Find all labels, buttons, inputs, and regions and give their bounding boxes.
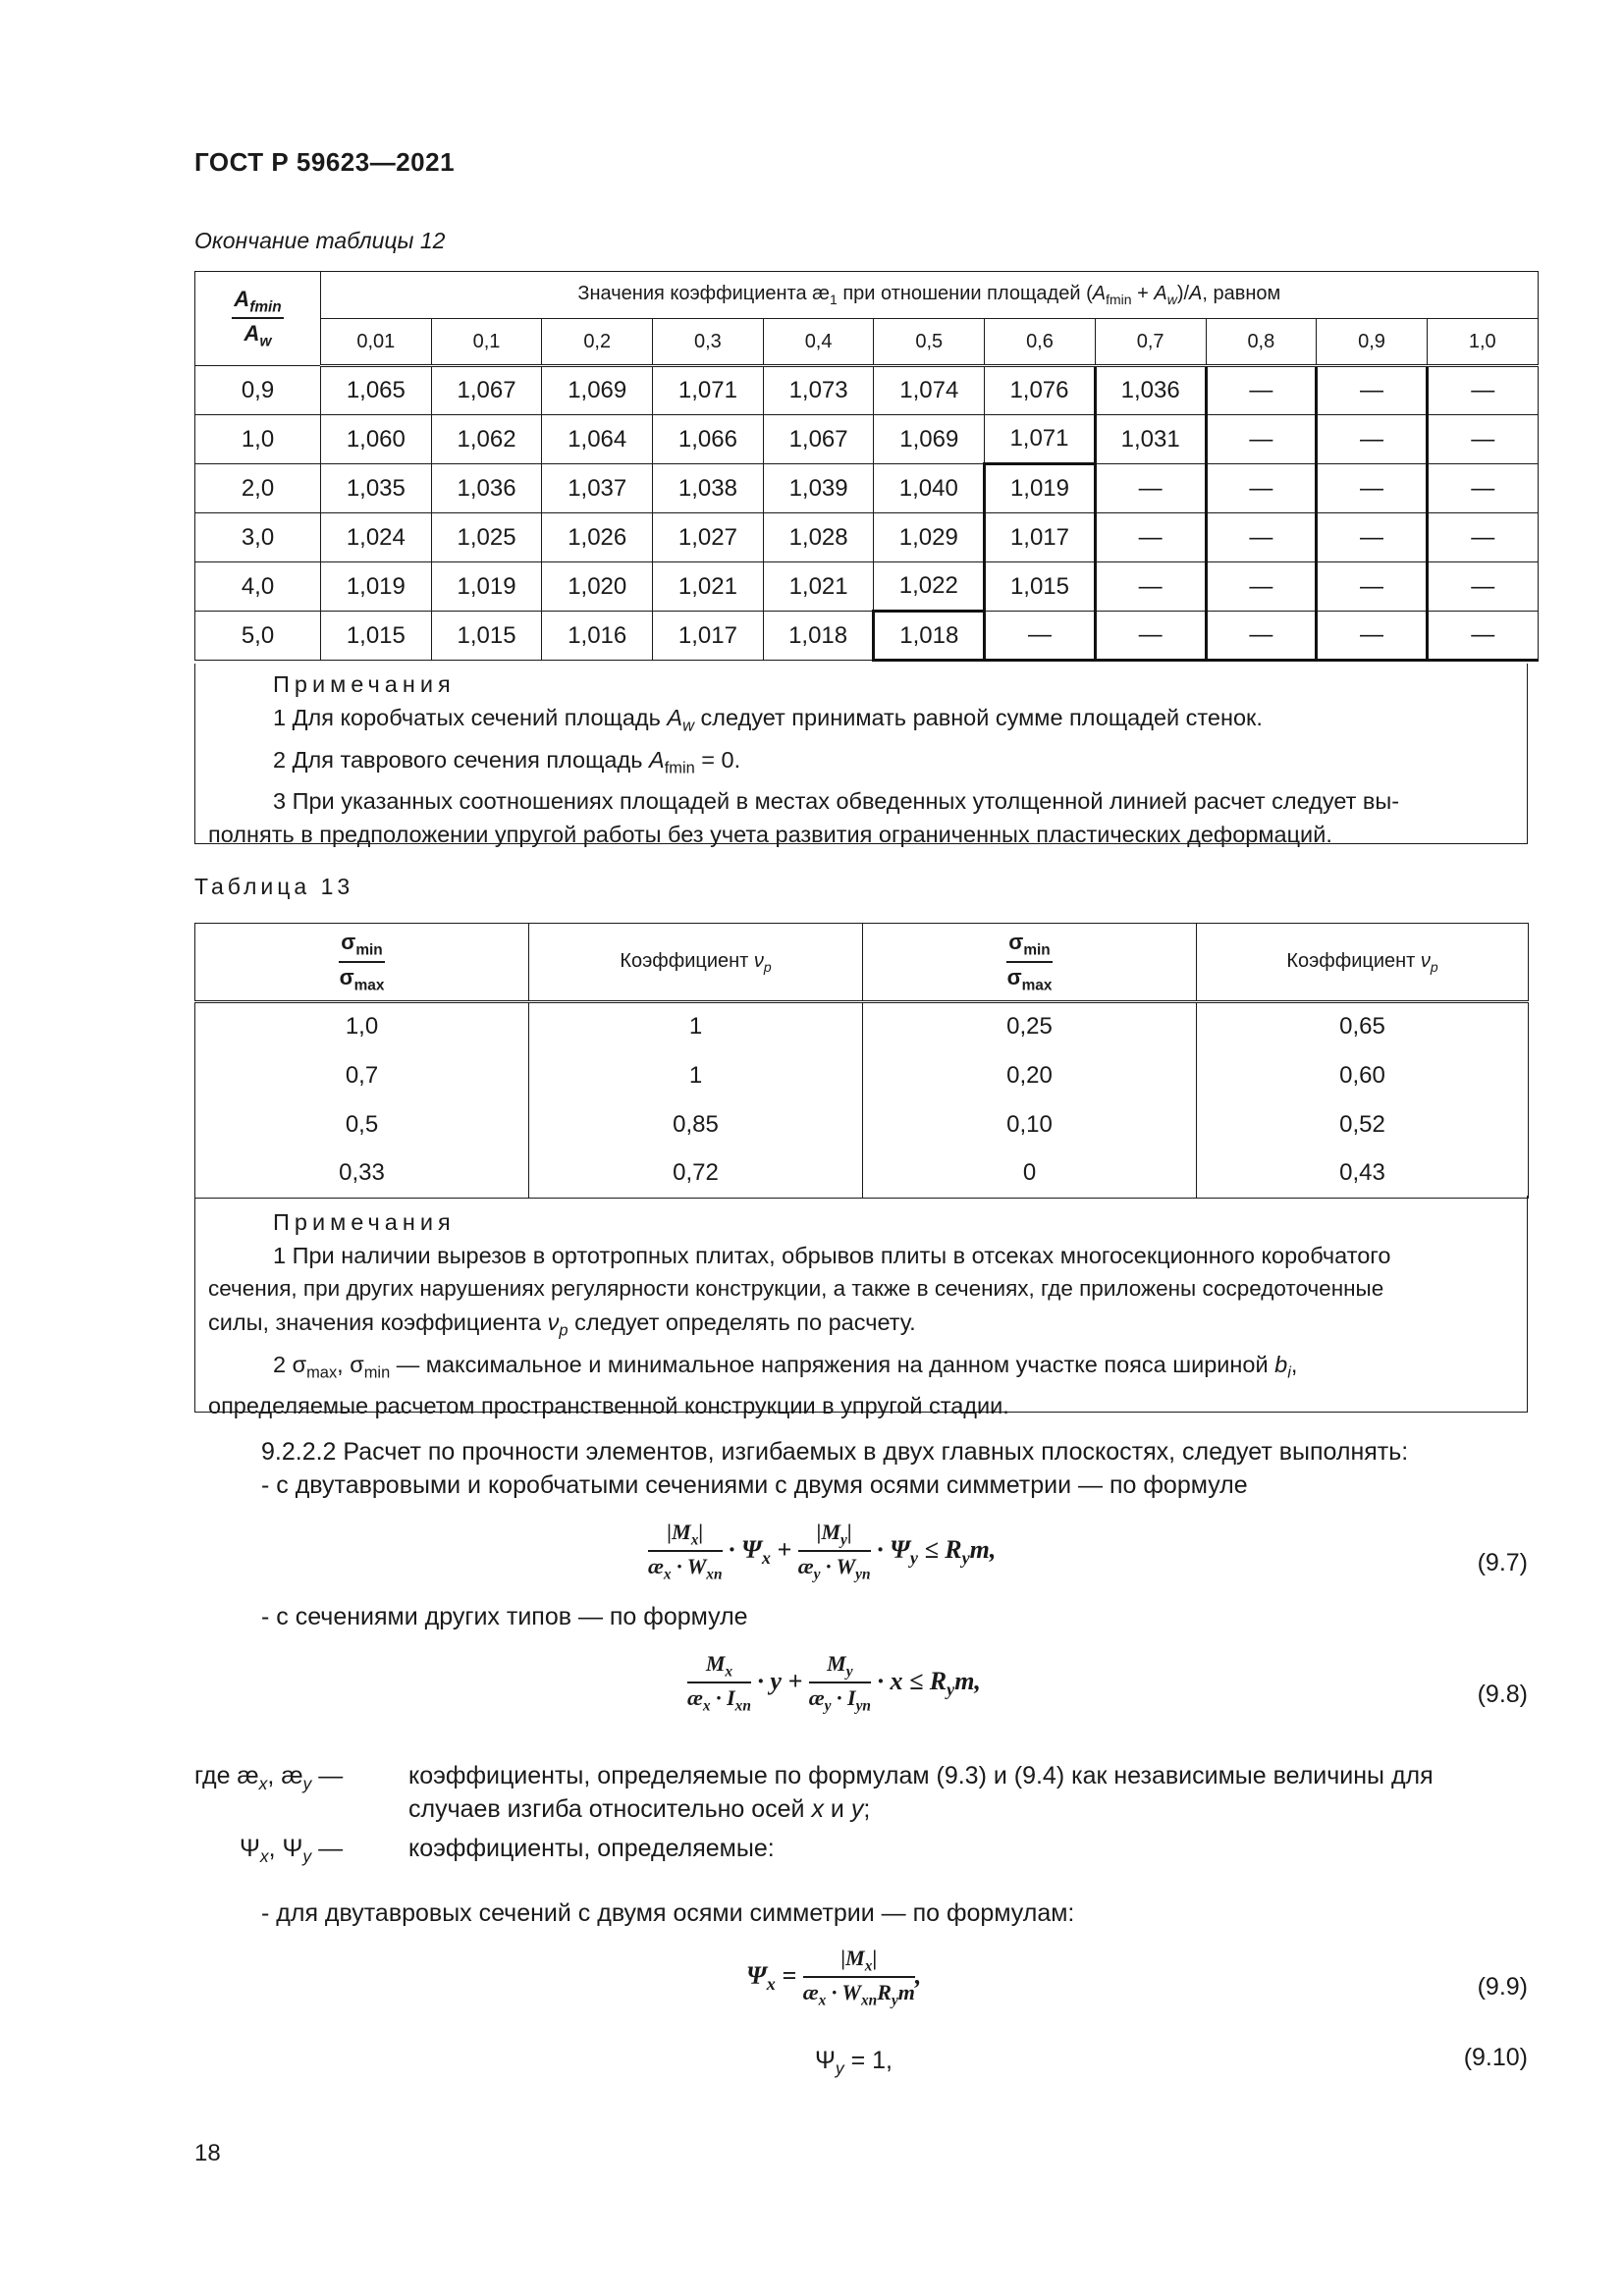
table12-notes-frame — [194, 664, 1528, 844]
table12-column-header: 0,9 — [1317, 319, 1428, 366]
table13-cell: 0,85 — [529, 1100, 863, 1149]
formula-9-9: $\Psi_x$ = $\frac{|M_x|}{æ_x \cdot W_{xn}R_ym}$ , — [746, 1946, 922, 2009]
table13-header-ratio-2: $\frac{\sigma_{min}}{\sigma_{max}}$ — [863, 924, 1197, 1002]
table12-caption: Окончание таблицы 12 — [194, 228, 446, 253]
table13-note-2b: определяемые расчетом пространственной конструкции в упругой стадии. — [208, 1393, 1009, 1419]
table12-cell: — — [1317, 464, 1428, 513]
table-row — [195, 513, 1539, 562]
formula-9-7: $\frac{|M_x|}{æ_x \cdot W_{xn}}$ · $\Psi_x$ + $\frac{|M_y|}{æ_y \cdot W_{yn}}$ · $\Psi_y \le R_ym$, — [648, 1520, 997, 1583]
list-item-double-tee: - с двутавровыми и коробчатыми сечениями с двумя осями симметрии — по формуле — [261, 1471, 1248, 1499]
table12-cell: 1,060 — [321, 415, 432, 464]
table12-column-header: 1,0 — [1427, 319, 1538, 366]
table12-row-ratio: 4,0 — [195, 562, 321, 612]
table12-row-ratio: 5,0 — [195, 612, 321, 661]
table-12 — [194, 271, 1539, 662]
notes-title: Примечания — [273, 1209, 456, 1235]
table12-cell: 1,019 — [985, 464, 1096, 513]
table13-cell: 0,72 — [529, 1149, 863, 1199]
table13-header-coef-1: Коэффициент $\nu_p$ — [529, 924, 863, 1002]
table12-cell: 1,027 — [653, 513, 764, 562]
table12-cell: 1,073 — [763, 366, 874, 415]
table12-cell: 1,036 — [431, 464, 542, 513]
table12-cell: 1,065 — [321, 366, 432, 415]
table12-cell: 1,022 — [874, 562, 985, 612]
table12-cell: — — [1317, 415, 1428, 464]
table12-cell: — — [1095, 612, 1206, 661]
table12-column-header: 0,6 — [985, 319, 1096, 366]
table12-cell: — — [1427, 366, 1538, 415]
table13-cell: 0,60 — [1197, 1051, 1529, 1100]
table12-cell: 1,040 — [874, 464, 985, 513]
table13-header-coef-2: Коэффициент $\nu_p$ — [1197, 924, 1529, 1002]
table12-cell: 1,018 — [874, 612, 985, 661]
table12-cell: 1,036 — [1095, 366, 1206, 415]
table12-cell: 1,026 — [542, 513, 653, 562]
table12-column-header: 0,4 — [763, 319, 874, 366]
table12-cell: 1,015 — [431, 612, 542, 661]
table-row — [195, 1002, 1529, 1051]
table12-cell: — — [1317, 366, 1428, 415]
table-13 — [194, 923, 1529, 1199]
table13-cell: 1 — [529, 1002, 863, 1051]
table12-column-header: 0,7 — [1095, 319, 1206, 366]
table12-cell: 1,029 — [874, 513, 985, 562]
table12-cell: — — [1206, 415, 1317, 464]
table12-cell: 1,031 — [1095, 415, 1206, 464]
psi-text: коэффициенты, определяемые: — [408, 1835, 775, 1862]
table12-cell: — — [1317, 513, 1428, 562]
table12-cell: 1,025 — [431, 513, 542, 562]
table13-header-ratio-1: $\frac{\sigma_{min}}{\sigma_{max}}$ — [195, 924, 529, 1002]
table13-note-1b: сечения, при других нарушениях регулярности конструкции, а также в сечениях, где приложены сосредоточенные — [208, 1276, 1384, 1301]
table12-column-header: 0,2 — [542, 319, 653, 366]
table12-row-ratio: 0,9 — [195, 366, 321, 415]
table12-cell: — — [1206, 366, 1317, 415]
table13-cell: 0,25 — [863, 1002, 1197, 1051]
table12-cell: 1,015 — [321, 612, 432, 661]
table12-cell: — — [1095, 464, 1206, 513]
table-row — [195, 1100, 1529, 1149]
table12-stub-header — [195, 272, 321, 366]
table-row — [195, 562, 1539, 612]
table13-cell: 0,43 — [1197, 1149, 1529, 1199]
table12-cell: — — [1427, 464, 1538, 513]
table12-note-3a: 3 При указанных соотношениях площадей в местах обведенных утолщенной линией расчет следует вы- — [273, 788, 1400, 815]
table13-cell: 0,65 — [1197, 1002, 1529, 1051]
table12-cell: — — [1206, 562, 1317, 612]
table13-cell: 0,7 — [195, 1051, 529, 1100]
table12-row-ratio: 3,0 — [195, 513, 321, 562]
table12-cell: — — [1206, 612, 1317, 661]
table12-cell: 1,021 — [653, 562, 764, 612]
table12-cell: — — [1427, 513, 1538, 562]
table12-column-header: 0,01 — [321, 319, 432, 366]
table12-cell: — — [1206, 513, 1317, 562]
table12-note-1: 1 Для коробчатых сечений площадь $A_w$ следует принимать равной сумме площадей стенок. — [273, 705, 1263, 735]
table13-cell: 1 — [529, 1051, 863, 1100]
table12-cell: 1,015 — [985, 562, 1096, 612]
notes-title: Примечания — [273, 671, 456, 697]
table12-cell: 1,035 — [321, 464, 432, 513]
where-label: где $æ_x$, $æ_y$ — — [194, 1762, 344, 1793]
table12-row-ratio: 2,0 — [195, 464, 321, 513]
table-row — [195, 464, 1539, 513]
table12-column-headers — [195, 319, 1539, 366]
area-ratio-fraction: $\frac{A_{fmin}}{A_w}$ — [234, 286, 282, 350]
table12-cell: — — [1095, 562, 1206, 612]
table12-cell: 1,071 — [985, 415, 1096, 464]
table12-span-header: Значения коэффициента $æ_1$ при отношении площадей $(A_{fmin} + A_w)/A$, равном — [321, 272, 1539, 319]
table12-cell: — — [1206, 464, 1317, 513]
table12-cell: 1,028 — [763, 513, 874, 562]
table12-cell: 1,074 — [874, 366, 985, 415]
table12-note-2: 2 Для таврового сечения площадь $A_{fmin} = 0$. — [273, 746, 741, 777]
table13-cell: 0 — [863, 1149, 1197, 1199]
table12-cell: 1,021 — [763, 562, 874, 612]
table12-cell: 1,018 — [763, 612, 874, 661]
table12-cell: 1,037 — [542, 464, 653, 513]
table12-cell: — — [985, 612, 1096, 661]
table12-row-ratio: 1,0 — [195, 415, 321, 464]
table12-cell: 1,067 — [431, 366, 542, 415]
table12-cell: 1,024 — [321, 513, 432, 562]
table13-cell: 1,0 — [195, 1002, 529, 1051]
table12-cell: — — [1317, 562, 1428, 612]
table12-cell: 1,017 — [653, 612, 764, 661]
where-text-1: коэффициенты, определяемые по формулам (9.3) и (9.4) как независимые величины для — [408, 1762, 1434, 1789]
table12-cell: — — [1095, 513, 1206, 562]
table12-cell: 1,071 — [653, 366, 764, 415]
table13-cell: 0,33 — [195, 1149, 529, 1199]
table12-cell: — — [1427, 612, 1538, 661]
table12-cell: 1,017 — [985, 513, 1096, 562]
table12-cell: 1,039 — [763, 464, 874, 513]
formula-9-10: $\Psi_y = 1$, — [815, 2047, 893, 2078]
formula-9-8: $\frac{M_x}{æ_x \cdot I_{xn}}$ · y + $\frac{M_y}{æ_y \cdot I_{yn}}$ · $x \le R_ym$, — [687, 1651, 981, 1715]
table13-cell: 0,20 — [863, 1051, 1197, 1100]
equation-number-9-8: (9.8) — [1477, 1681, 1528, 1708]
table12-column-header: 0,5 — [874, 319, 985, 366]
table12-column-header: 0,8 — [1206, 319, 1317, 366]
table13-cell: 0,5 — [195, 1100, 529, 1149]
table-row — [195, 1149, 1529, 1199]
equation-number-9-10: (9.10) — [1463, 2044, 1528, 2071]
table13-cell: 0,52 — [1197, 1100, 1529, 1149]
table12-cell: 1,069 — [542, 366, 653, 415]
table-row — [195, 366, 1539, 415]
table12-cell: 1,076 — [985, 366, 1096, 415]
table12-cell: 1,016 — [542, 612, 653, 661]
table13-note-1c: силы, значения коэффициента $\nu_p$ следует определять по расчету. — [208, 1309, 916, 1340]
table13-cell: 0,10 — [863, 1100, 1197, 1149]
paragraph-9-2-2-2: 9.2.2.2 Расчет по прочности элементов, изгибаемых в двух главных плоскостях, следует выполнять: — [261, 1438, 1409, 1466]
equation-number-9-9: (9.9) — [1477, 1973, 1528, 2001]
table12-cell: — — [1427, 562, 1538, 612]
list-item-other-types: - с сечениями других типов — по формуле — [261, 1603, 748, 1630]
table12-note-3b: полнять в предположении упругой работы без учета развития ограниченных пластических деформаций. — [208, 822, 1332, 848]
list-item-double-tee-formulas: - для двутавровых сечений с двумя осями симметрии — по формулам: — [261, 1899, 1075, 1927]
table12-cell: — — [1317, 612, 1428, 661]
document-header: ГОСТ Р 59623—2021 — [194, 147, 456, 177]
table12-cell: 1,066 — [653, 415, 764, 464]
psi-label: $\Psi_x$, $\Psi_y$ — — [240, 1835, 344, 1866]
table-row — [195, 612, 1539, 661]
equation-number-9-7: (9.7) — [1477, 1549, 1528, 1576]
table12-cell: 1,067 — [763, 415, 874, 464]
table12-column-header: 0,3 — [653, 319, 764, 366]
table12-cell: 1,038 — [653, 464, 764, 513]
table12-cell: 1,020 — [542, 562, 653, 612]
table12-cell: 1,019 — [431, 562, 542, 612]
table13-note-1a: 1 При наличии вырезов в ортотропных плитах, обрывов плиты в отсеках многосекционного коробчатого — [273, 1243, 1391, 1268]
where-text-2: случаев изгиба относительно осей x и y; — [408, 1795, 871, 1823]
table13-note-2a: 2 $\sigma_{max}$, $\sigma_{min}$ — максимальное и минимальное напряжения на данном участке пояса шириной $b_i$, — [273, 1351, 1298, 1382]
table-row — [195, 415, 1539, 464]
table12-column-header: 0,1 — [431, 319, 542, 366]
table12-cell: 1,069 — [874, 415, 985, 464]
table-row — [195, 1051, 1529, 1100]
page-number: 18 — [194, 2140, 221, 2166]
table12-cell: 1,062 — [431, 415, 542, 464]
table12-cell: 1,019 — [321, 562, 432, 612]
table12-cell: 1,064 — [542, 415, 653, 464]
table13-notes-frame — [194, 1196, 1528, 1413]
table12-cell: — — [1427, 415, 1538, 464]
table13-caption: Таблица 13 — [194, 874, 354, 899]
